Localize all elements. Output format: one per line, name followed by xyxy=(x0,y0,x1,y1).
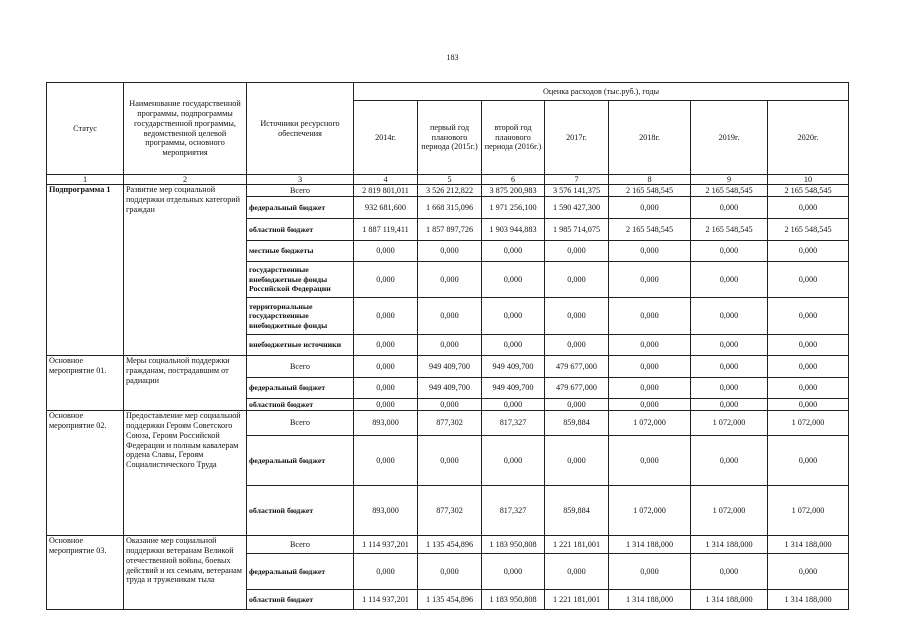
value-cell: 1 072,000 xyxy=(691,411,768,436)
value-cell: 0,000 xyxy=(609,356,691,378)
value-cell: 0,000 xyxy=(691,436,768,486)
value-cell: 949 409,700 xyxy=(482,356,545,378)
value-cell: 1 183 950,808 xyxy=(482,536,545,554)
column-index: 7 xyxy=(545,175,609,185)
value-cell: 0,000 xyxy=(609,554,691,590)
value-cell: 1 314 188,000 xyxy=(768,536,849,554)
value-cell: 0,000 xyxy=(482,335,545,356)
value-cell: 0,000 xyxy=(354,356,418,378)
source-cell: Всего xyxy=(247,536,354,554)
value-cell: 0,000 xyxy=(482,554,545,590)
value-cell: 2 165 548,545 xyxy=(768,185,849,197)
value-cell: 1 072,000 xyxy=(609,411,691,436)
header-expenses: Оценка расходов (тыс.руб.), годы xyxy=(354,83,849,101)
value-cell: 479 677,000 xyxy=(545,378,609,399)
value-cell: 0,000 xyxy=(768,378,849,399)
value-cell: 1 971 256,100 xyxy=(482,197,545,219)
value-cell: 0,000 xyxy=(768,241,849,262)
column-index: 5 xyxy=(418,175,482,185)
program-name-cell: Меры социальной поддержки гражданам, пострадавшим от радиации xyxy=(124,356,247,411)
value-cell: 0,000 xyxy=(691,399,768,411)
value-cell: 0,000 xyxy=(609,399,691,411)
column-index: 9 xyxy=(691,175,768,185)
value-cell: 0,000 xyxy=(545,335,609,356)
header-sources: Источники ресурсного обеспечения xyxy=(247,83,354,175)
value-cell: 0,000 xyxy=(545,399,609,411)
value-cell: 0,000 xyxy=(482,262,545,298)
value-cell: 0,000 xyxy=(354,436,418,486)
value-cell: 0,000 xyxy=(768,399,849,411)
value-cell: 0,000 xyxy=(418,335,482,356)
status-text: Подпрограмма 1 xyxy=(49,185,111,194)
value-cell: 0,000 xyxy=(768,197,849,219)
value-cell: 949 409,700 xyxy=(418,378,482,399)
value-cell: 0,000 xyxy=(609,197,691,219)
value-cell: 0,000 xyxy=(354,298,418,335)
value-cell: 1 221 181,001 xyxy=(545,536,609,554)
value-cell: 1 183 950,808 xyxy=(482,590,545,610)
value-cell: 0,000 xyxy=(482,399,545,411)
value-cell: 0,000 xyxy=(354,241,418,262)
value-cell: 1 072,000 xyxy=(768,411,849,436)
status-cell xyxy=(47,536,124,610)
value-cell: 859,884 xyxy=(545,411,609,436)
value-cell: 0,000 xyxy=(691,262,768,298)
value-cell: 1 314 188,000 xyxy=(609,536,691,554)
source-cell: местные бюджеты xyxy=(247,241,354,262)
header-program-name: Наименование государственной программы, подпрограммы государственной программы, ведомственной целевой программы, основного мероприятия xyxy=(124,83,247,175)
value-cell: 1 135 454,896 xyxy=(418,590,482,610)
column-index: 8 xyxy=(609,175,691,185)
value-cell: 2 165 548,545 xyxy=(768,219,849,241)
source-cell: Всего xyxy=(247,411,354,436)
value-cell: 0,000 xyxy=(768,335,849,356)
value-cell: 0,000 xyxy=(691,356,768,378)
value-cell: 893,000 xyxy=(354,411,418,436)
value-cell: 0,000 xyxy=(418,436,482,486)
header-year-2014: 2014г. xyxy=(354,101,418,175)
value-cell: 0,000 xyxy=(768,554,849,590)
value-cell: 0,000 xyxy=(609,262,691,298)
source-cell: федеральный бюджет xyxy=(247,197,354,219)
value-cell: 1 314 188,000 xyxy=(768,590,849,610)
value-cell: 1 072,000 xyxy=(609,486,691,536)
value-cell: 0,000 xyxy=(691,335,768,356)
source-cell: областной бюджет xyxy=(247,399,354,411)
header-year-2020: 2020г. xyxy=(768,101,849,175)
header-status: Статус xyxy=(47,83,124,175)
column-index: 1 xyxy=(47,175,124,185)
value-cell: 817,327 xyxy=(482,411,545,436)
value-cell: 0,000 xyxy=(691,554,768,590)
value-cell: 877,302 xyxy=(418,411,482,436)
value-cell: 1 314 188,000 xyxy=(691,536,768,554)
value-cell: 877,302 xyxy=(418,486,482,536)
value-cell: 1 903 944,883 xyxy=(482,219,545,241)
program-name-cell: Развитие мер социальной поддержки отдельных категорий граждан xyxy=(124,185,247,356)
source-cell: федеральный бюджет xyxy=(247,554,354,590)
source-cell: областной бюджет xyxy=(247,486,354,536)
header-year-2017: 2017г. xyxy=(545,101,609,175)
value-cell: 479 677,000 xyxy=(545,356,609,378)
source-cell: территориальные государственные внебюджетные фонды xyxy=(247,298,354,335)
value-cell: 3 875 200,983 xyxy=(482,185,545,197)
value-cell: 1 221 181,001 xyxy=(545,590,609,610)
header-year-2019: 2019г. xyxy=(691,101,768,175)
value-cell: 0,000 xyxy=(354,554,418,590)
status-text: Основное мероприятие 02. xyxy=(49,411,107,430)
value-cell: 1 887 119,411 xyxy=(354,219,418,241)
program-name-cell: Предоставление мер социальной поддержки Героям Советского Союза, Героям Российской Федерации и полным кавалерам ордена Славы, Героям Социалистического Труда xyxy=(124,411,247,536)
status-cell xyxy=(47,411,124,536)
value-cell: 0,000 xyxy=(609,298,691,335)
value-cell: 0,000 xyxy=(354,399,418,411)
value-cell: 0,000 xyxy=(545,298,609,335)
value-cell: 0,000 xyxy=(691,378,768,399)
value-cell: 0,000 xyxy=(609,436,691,486)
value-cell: 2 165 548,545 xyxy=(691,219,768,241)
value-cell: 0,000 xyxy=(768,298,849,335)
value-cell: 0,000 xyxy=(482,298,545,335)
source-cell: федеральный бюджет xyxy=(247,378,354,399)
table-row xyxy=(47,536,849,554)
source-cell: внебюджетные источники xyxy=(247,335,354,356)
value-cell: 932 681,600 xyxy=(354,197,418,219)
value-cell: 1 114 937,201 xyxy=(354,536,418,554)
header-year-2018: 2018г. xyxy=(609,101,691,175)
value-cell: 0,000 xyxy=(418,298,482,335)
value-cell: 1 985 714,075 xyxy=(545,219,609,241)
value-cell: 0,000 xyxy=(418,241,482,262)
column-index-row xyxy=(47,175,849,185)
value-cell: 1 590 427,300 xyxy=(545,197,609,219)
value-cell: 0,000 xyxy=(545,554,609,590)
value-cell: 0,000 xyxy=(354,262,418,298)
column-index: 3 xyxy=(247,175,354,185)
value-cell: 1 314 188,000 xyxy=(691,590,768,610)
value-cell: 0,000 xyxy=(768,262,849,298)
value-cell: 0,000 xyxy=(545,436,609,486)
table-row xyxy=(47,411,849,436)
value-cell: 949 409,700 xyxy=(482,378,545,399)
status-cell xyxy=(47,356,124,411)
value-cell: 0,000 xyxy=(482,436,545,486)
value-cell: 0,000 xyxy=(609,241,691,262)
column-index: 10 xyxy=(768,175,849,185)
value-cell: 1 114 937,201 xyxy=(354,590,418,610)
status-text: Основное мероприятие 03. xyxy=(49,536,107,555)
value-cell: 893,000 xyxy=(354,486,418,536)
value-cell: 0,000 xyxy=(545,241,609,262)
source-cell: федеральный бюджет xyxy=(247,436,354,486)
value-cell: 0,000 xyxy=(482,241,545,262)
status-cell xyxy=(47,185,124,356)
source-cell: областной бюджет xyxy=(247,590,354,610)
value-cell: 0,000 xyxy=(768,356,849,378)
value-cell: 817,327 xyxy=(482,486,545,536)
value-cell: 1 072,000 xyxy=(691,486,768,536)
value-cell: 1 072,000 xyxy=(768,486,849,536)
value-cell: 1 857 897,726 xyxy=(418,219,482,241)
value-cell: 0,000 xyxy=(768,436,849,486)
table-body xyxy=(47,185,849,610)
value-cell: 2 165 548,545 xyxy=(609,219,691,241)
program-name-cell: Оказание мер социальной поддержки ветеранам Великой отечественной войны, боевых действий и их семьям, ветеранам труда и труженикам тыла xyxy=(124,536,247,610)
value-cell: 0,000 xyxy=(354,335,418,356)
value-cell: 3 576 141,375 xyxy=(545,185,609,197)
header-year-2015: первый год планового периода (2015г.) xyxy=(418,101,482,175)
column-index: 4 xyxy=(354,175,418,185)
value-cell: 0,000 xyxy=(691,197,768,219)
value-cell: 0,000 xyxy=(418,554,482,590)
table-row xyxy=(47,356,849,378)
value-cell: 2 819 801,011 xyxy=(354,185,418,197)
value-cell: 1 314 188,000 xyxy=(609,590,691,610)
value-cell: 1 135 454,896 xyxy=(418,536,482,554)
value-cell: 949 409,700 xyxy=(418,356,482,378)
value-cell: 1 668 315,096 xyxy=(418,197,482,219)
value-cell: 2 165 548,545 xyxy=(691,185,768,197)
table-row xyxy=(47,185,849,197)
value-cell: 0,000 xyxy=(545,262,609,298)
value-cell: 0,000 xyxy=(418,262,482,298)
value-cell: 0,000 xyxy=(691,241,768,262)
source-cell: Всего xyxy=(247,356,354,378)
value-cell: 0,000 xyxy=(609,335,691,356)
source-cell: Всего xyxy=(247,185,354,197)
budget-table xyxy=(46,82,849,610)
value-cell: 0,000 xyxy=(609,378,691,399)
header-year-2016: второй год планового периода (2016г.) xyxy=(482,101,545,175)
column-index: 2 xyxy=(124,175,247,185)
status-text: Основное мероприятие 01. xyxy=(49,356,107,375)
value-cell: 2 165 548,545 xyxy=(609,185,691,197)
value-cell: 0,000 xyxy=(418,399,482,411)
value-cell: 0,000 xyxy=(354,378,418,399)
source-cell: областной бюджет xyxy=(247,219,354,241)
value-cell: 859,884 xyxy=(545,486,609,536)
value-cell: 0,000 xyxy=(691,298,768,335)
column-index: 6 xyxy=(482,175,545,185)
value-cell: 3 526 212,822 xyxy=(418,185,482,197)
source-cell: государственные внебюджетные фонды Российской Федерации xyxy=(247,262,354,298)
page-number: 183 xyxy=(446,53,459,62)
